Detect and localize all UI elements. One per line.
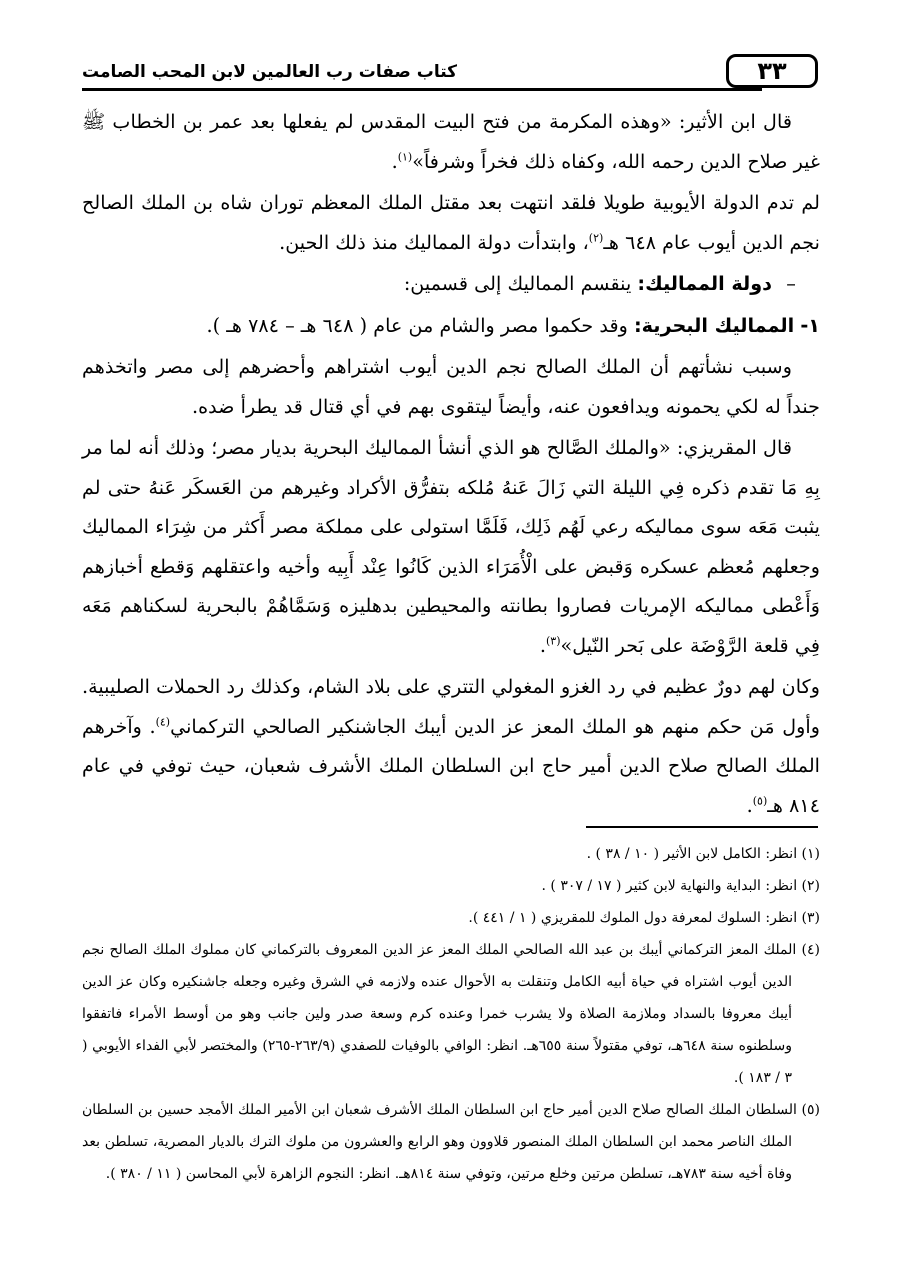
footnote-2: (٢) انظر: البداية والنهاية لابن كثير ( ١٧ / ٣٠٧ ) . (541, 878, 820, 894)
footnote-ref-5: (٥) (752, 794, 768, 808)
paragraph-bahri: ١- المماليك البحرية: وقد حكموا مصر والشام من عام ( ٦٤٨ هـ – ٧٨٤ هـ ). (206, 313, 820, 337)
term-bahri-mamluks: المماليك البحرية: (634, 313, 795, 337)
bullet-dash: – (786, 272, 796, 295)
paragraph-2: لم تدم الدولة الأيوبية طويلا فلقد انتهت بعد مقتل الملك المعظم توران شاه بن الملك الصالح نجم الدين أيوب عام ٦٤٨ هـ$^{(٢)}$، وابتدأت دولة المماليك منذ ذلك الحين. (82, 191, 820, 254)
paragraph-maqrizi-quote: قال المقريزي: «والملك الصَّالح هو الذي أنشأ المماليك البحرية بديار مصر؛ وذلك أنه لما مر بِهِ مَا تقدم ذكره فِي الليلة التي زَالَ عَنهُ مُلكه بتفرُّق الأكراد وغيرهم من العَسكَر عَنهُ حتى لم يثبت مَعَه سوى مماليكه رعي لَهُم ذَلِك، فَلَمَّا استولى على مملكة مصر أَكثر من شِرَاء المماليك وجعلهم مُعظم عسكره وَقبض على الْأُمَرَاء الذين كَانُوا عِنْد أَبِيه وأخيه واعتقلهم وَقطع أخبازهم وَأَعْطى مماليكه الإمريات فصاروا بطانته والمحيطين بدهليزه وَسَمَّاهُمْ بالبحرية لسكناهم مَعَه فِي قلعة الرَّوْضَة على بَحر النّيل»$^{(٣)}$. (82, 436, 820, 657)
paragraph-1: قال ابن الأثير: «وهذه المكرمة من فتح البيت المقدس لم يفعلها بعد عمر بن الخطاب ﷺ غير صلاح الدين رحمه الله، وكفاه ذلك فخراً وشرفاً»$^{(١)}$. (82, 110, 820, 173)
paragraph-mamluk-state: –دولة المماليك: ينقسم المماليك إلى قسمين: (82, 264, 820, 304)
main-text (82, 102, 820, 827)
header-rule (82, 88, 762, 91)
book-title: كتاب صفات رب العالمين لابن المحب الصامت (82, 62, 458, 82)
footnote-4: (٤) الملك المعز التركماني أيبك بن عبد الله الصالحي الملك المعز عز الدين المعروف بالتركماني كان مملوك الملك الصالح نجم الدين أيوب اشتراه في حياة أبيه الكامل وتنقلت به الأحوال عنده ولازمه في الشرق وغيره وجعله جاشنكيره وكان عز الدين أيبك معروفا بالسداد وملازمة الصلاة ولا يشرب خمرا وعنده كرم وسعة صدر ولين جانب وهو من أوسط الأمراء فاتفقوا وسلطنوه سنة ٦٤٨هـ، توفي مقتولاً سنة ٦٥٥هـ. انظر: الوافي بالوفيات للصفدي (٢٦٣/٩-٢٦٥) والمختصر لأبي الفداء الأيوبي ( ٣ / ١٨٣ ). (82, 942, 820, 1086)
page-number: ٣٣ (757, 57, 787, 85)
footnote-ref-1: (١) (397, 150, 413, 164)
footnotes (82, 838, 820, 1190)
footnote-ref-2: (٢) (588, 231, 604, 245)
footnote-1: (١) انظر: الكامل لابن الأثير ( ١٠ / ٣٨ ) . (586, 846, 820, 862)
footnote-ref-3: (٣) (546, 634, 561, 648)
footnote-ref-4: (٤) (155, 715, 171, 729)
paragraph-role: وكان لهم دورٌ عظيم في رد الغزو المغولي التتري على بلاد الشام، وكذلك رد الحملات الصليبية. وأول مَن حكم منهم هو الملك المعز عز الدين أيبك الجاشنكير الصالحي التركماني$^{(٤)}$. وآخرهم الملك الصالح صلاح الدين أمير حاج ابن السلطان الملك الأشرف شعبان، حيث توفي في عام ٨١٤ هـ$^{(٥)}$. (82, 675, 820, 817)
list-number-1: ١- (800, 313, 820, 337)
footnote-3: (٣) انظر: السلوك لمعرفة دول الملوك للمقريزي ( ١ / ٤٤١ ). (468, 910, 820, 926)
page-number-box (726, 54, 818, 88)
footnote-separator (586, 826, 818, 828)
term-mamluk-state: دولة المماليك: (637, 272, 772, 295)
paragraph-origin: وسبب نشأتهم أن الملك الصالح نجم الدين أيوب اشتراهم وأحضرهم إلى مصر واتخذهم جنداً له لكي يحمونه ويدافعون عنه، وأيضاً ليتقوى بهم في أي قتال قد يطرأ ضده. (82, 355, 820, 418)
footnote-5: (٥) السلطان الملك الصالح صلاح الدين أمير حاج ابن السلطان الملك الأشرف شعبان ابن الأمير الملك الأمجد حسين بن السلطان الملك الناصر محمد ابن السلطان الملك المنصور قلاوون وهو الرابع والعشرون من ملوك الترك بالديار المصرية، تسلطن بعد وفاة أخيه سنة ٧٨٣هـ، تسلطن مرتين وخلع مرتين، وتوفي سنة ٨١٤هـ. انظر: النجوم الزاهرة لأبي المحاسن ( ١١ / ٣٨٠ ). (82, 1102, 820, 1182)
